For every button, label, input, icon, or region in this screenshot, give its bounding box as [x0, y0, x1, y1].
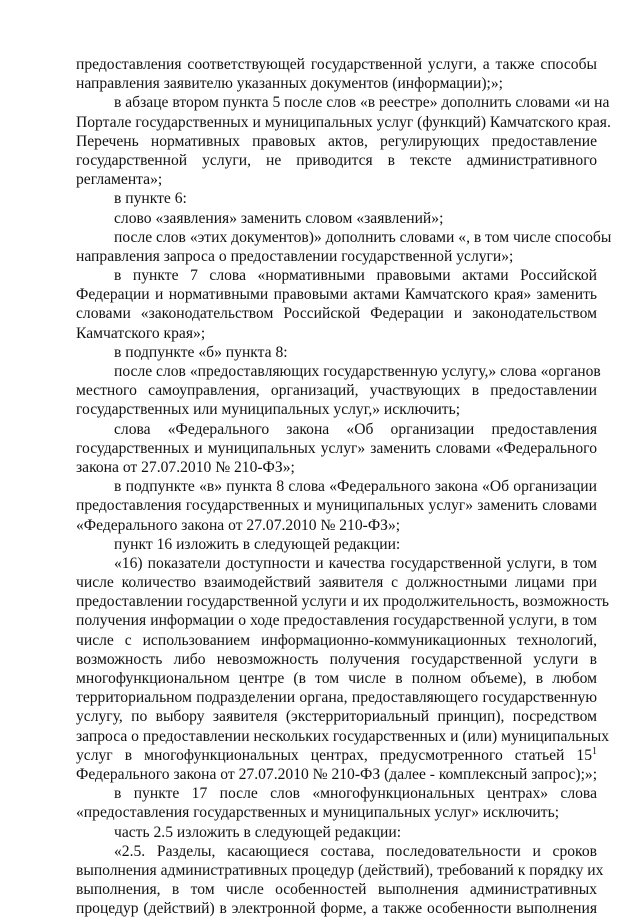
text-line-content: территориальном подразделении органа, предоставляющего государственную — [76, 689, 597, 707]
text-line — [76, 228, 612, 247]
text-line — [76, 151, 597, 170]
text-line — [76, 420, 597, 439]
text-line-content: Портале государственных и муниципальных услуг (функций) Камчатского края. — [76, 113, 611, 131]
text-line-content: в пункте 17 после слов «многофункциональных центрах» слова — [114, 785, 597, 803]
text-line — [76, 74, 597, 93]
text-line — [76, 458, 597, 477]
text-line-content: слова «Федерального закона «Об организации предоставления — [114, 420, 597, 438]
text-line-content: часть 2.5 изложить в следующей редакции: — [114, 823, 402, 841]
text-line — [76, 189, 597, 208]
text-line-content: регламента»; — [76, 171, 163, 189]
text-line — [76, 707, 597, 726]
text-line — [76, 765, 597, 784]
text-line — [76, 535, 597, 554]
text-line — [76, 899, 597, 918]
text-line — [76, 688, 597, 707]
text-line-content: Камчатского края»; — [76, 324, 206, 342]
text-line — [76, 170, 597, 189]
text-line — [76, 439, 597, 458]
text-line — [76, 727, 610, 746]
text-line — [76, 55, 597, 74]
text-line — [76, 669, 597, 688]
text-line — [76, 477, 597, 496]
text-line — [76, 803, 597, 822]
text-line — [76, 247, 597, 266]
text-line — [76, 343, 597, 362]
text-line — [76, 362, 601, 381]
text-line-content: закона от 27.07.2010 № 210-ФЗ»; — [76, 458, 295, 476]
text-line-content: многофункциональном центре (в том числе в полном объеме), в любом — [76, 670, 597, 687]
text-line-content: направления заявителю указанных документов (информации);»; — [76, 75, 503, 93]
text-line-content: выполнения, в том числе особенностей выполнения административных — [76, 881, 597, 899]
text-line-content: предоставления государственных и муниципальных услуг» заменить словами — [76, 497, 597, 515]
text-line — [76, 400, 597, 419]
text-line-content: «Федерального закона от 27.07.2010 № 210-ФЗ»; — [76, 516, 401, 534]
text-line — [76, 784, 597, 803]
text-line — [76, 381, 597, 400]
text-line-content: местного самоуправления, организаций, участвующих в предоставлении — [76, 382, 597, 400]
text-line-content: «2.5. Разделы, касающиеся состава, последовательности и сроков — [114, 842, 597, 860]
text-line-content: возможность либо невозможность получения государственной услуги в — [76, 650, 597, 668]
text-line-content: запроса о предоставлении нескольких государственных и (или) муниципальных — [76, 727, 610, 745]
document-page — [76, 55, 612, 918]
text-line — [76, 285, 597, 304]
text-line — [76, 304, 597, 323]
text-line — [76, 650, 597, 669]
text-line — [76, 861, 604, 880]
text-line — [76, 496, 597, 515]
text-line-content: числе количество взаимодействий заявителя с должностными лицами при — [76, 574, 597, 592]
text-line-content: Федерального закона от 27.07.2010 № 210-ФЗ (далее - комплексный запрос);»; — [76, 765, 598, 783]
text-line-content: числе с использованием информационно-коммуникационных технологий, — [76, 631, 597, 649]
text-line-content: Федерации и нормативными правовыми актами Камчатского края» заменить — [76, 286, 597, 304]
text-line-content: в подпункте «в» пункта 8 слова «Федерального закона «Об организации — [114, 478, 597, 496]
text-line-content: государственных и муниципальных услуг» заменить словами «Федерального — [76, 439, 597, 457]
text-line-content: процедур (действий) в электронной форме, а также особенности выполнения — [76, 900, 597, 918]
text-line-content: слово «заявления» заменить словом «заявлений»; — [114, 209, 444, 227]
text-line — [76, 209, 597, 228]
text-line — [76, 132, 597, 151]
text-line-content: предоставлении государственной услуги и их продолжительность, возможность — [76, 593, 610, 611]
text-line — [76, 113, 611, 132]
text-line — [76, 573, 597, 592]
text-line-content: предоставления соответствующей государственной услуги, а также способы — [76, 56, 597, 73]
superscript: 1 — [592, 745, 597, 757]
text-line-content: услугу, по выбору заявителя (экстерриториальный принцип), посредством — [76, 708, 597, 726]
text-line — [76, 516, 597, 535]
text-line — [76, 823, 597, 842]
text-line-content: в подпункте «б» пункта 8: — [114, 343, 288, 361]
text-line — [76, 266, 597, 285]
text-line — [76, 324, 597, 343]
text-line-content: «16) показатели доступности и качества государственной услуги, в том — [114, 554, 597, 572]
text-line-content: государственной услуги, не приводится в тексте административного — [76, 151, 597, 169]
text-line — [76, 746, 597, 765]
text-line-content: получения информации о ходе предоставления государственной услуги, в том — [76, 612, 597, 630]
text-line-content: в абзаце втором пункта 5 после слов «в реестре» дополнить словами «и на — [114, 94, 610, 112]
text-line — [76, 631, 597, 650]
text-line-content: словами «законодательством Российской Федерации и законодательством — [76, 305, 597, 323]
text-line-content: государственных или муниципальных услуг,» исключить; — [76, 401, 461, 419]
text-line — [76, 592, 610, 611]
text-line-content: в пункте 7 слова «нормативными правовыми актами Российской — [114, 267, 597, 285]
text-line-content: услуг в многофункциональных центрах, предусмотренного статьей 15 — [76, 746, 592, 764]
text-line-content: Перечень нормативных правовых актов, регулирующих предоставление — [76, 132, 597, 150]
text-line-content: в пункте 6: — [114, 190, 187, 208]
text-line — [76, 611, 597, 630]
text-line-content: выполнения административных процедур (действий), требований к порядку их — [76, 861, 604, 879]
text-line — [76, 93, 610, 112]
text-line — [76, 880, 597, 899]
text-line — [76, 842, 597, 861]
text-line-content: направления запроса о предоставлении государственной услуги»; — [76, 247, 514, 265]
text-line-content: пункт 16 изложить в следующей редакции: — [114, 535, 401, 553]
text-line — [76, 554, 597, 573]
text-line-content: после слов «этих документов)» дополнить словами «, в том числе способы — [114, 228, 612, 246]
text-line-content: после слов «предоставляющих государственную услугу,» слова «органов — [114, 363, 601, 380]
text-line-content: «предоставления государственных и муниципальных услуг» исключить; — [76, 804, 560, 822]
